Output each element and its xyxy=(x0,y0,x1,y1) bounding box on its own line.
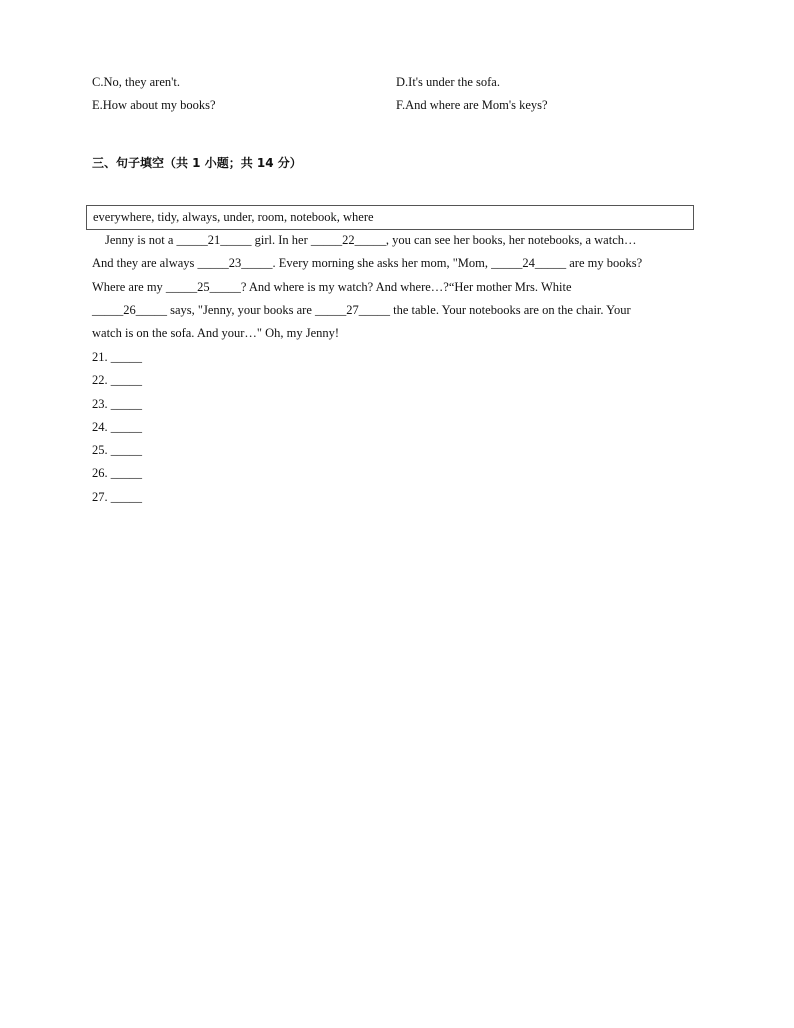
answer-blank-21[interactable]: 21. _____ xyxy=(92,350,142,364)
option-d: D.It's under the sofa. xyxy=(396,75,500,89)
option-c: C.No, they aren't. xyxy=(92,75,180,89)
word-bank-box: everywhere, tidy, always, under, room, notebook, where xyxy=(86,205,694,230)
answer-blank-24[interactable]: 24. _____ xyxy=(92,419,142,434)
section-title: 三、句子填空（共 1 小题；共 14 分） xyxy=(92,156,302,170)
option-e: E.How about my books? xyxy=(92,98,216,112)
option-f: F.And where are Mom's keys? xyxy=(396,98,548,112)
answer-blank-23[interactable]: 23. _____ xyxy=(92,396,142,411)
passage-line: Jenny is not a _____21_____ girl. In her _____22_____, you can see her books, her notebooks, a watch… xyxy=(105,233,637,247)
passage-line: _____26_____ says, "Jenny, your books are _____27_____ the table. Your notebooks are on the chair. Your xyxy=(92,302,631,317)
passage-line: watch is on the sofa. And your…" Oh, my Jenny! xyxy=(92,326,340,341)
answer-list xyxy=(92,349,142,512)
answer-blank-27[interactable]: 27. _____ xyxy=(92,489,142,504)
cloze-passage xyxy=(92,231,702,347)
answer-blank-25[interactable]: 25. _____ xyxy=(92,443,142,458)
answer-blank-22[interactable]: 22. _____ xyxy=(92,373,142,388)
passage-line: And they are always _____23_____. Every morning she asks her mom, "Mom, _____24_____ are my books? xyxy=(92,256,643,271)
answer-blank-26[interactable]: 26. _____ xyxy=(92,466,142,481)
passage-line: Where are my _____25_____? And where is my watch? And where…?“Her mother Mrs. White xyxy=(92,279,572,294)
